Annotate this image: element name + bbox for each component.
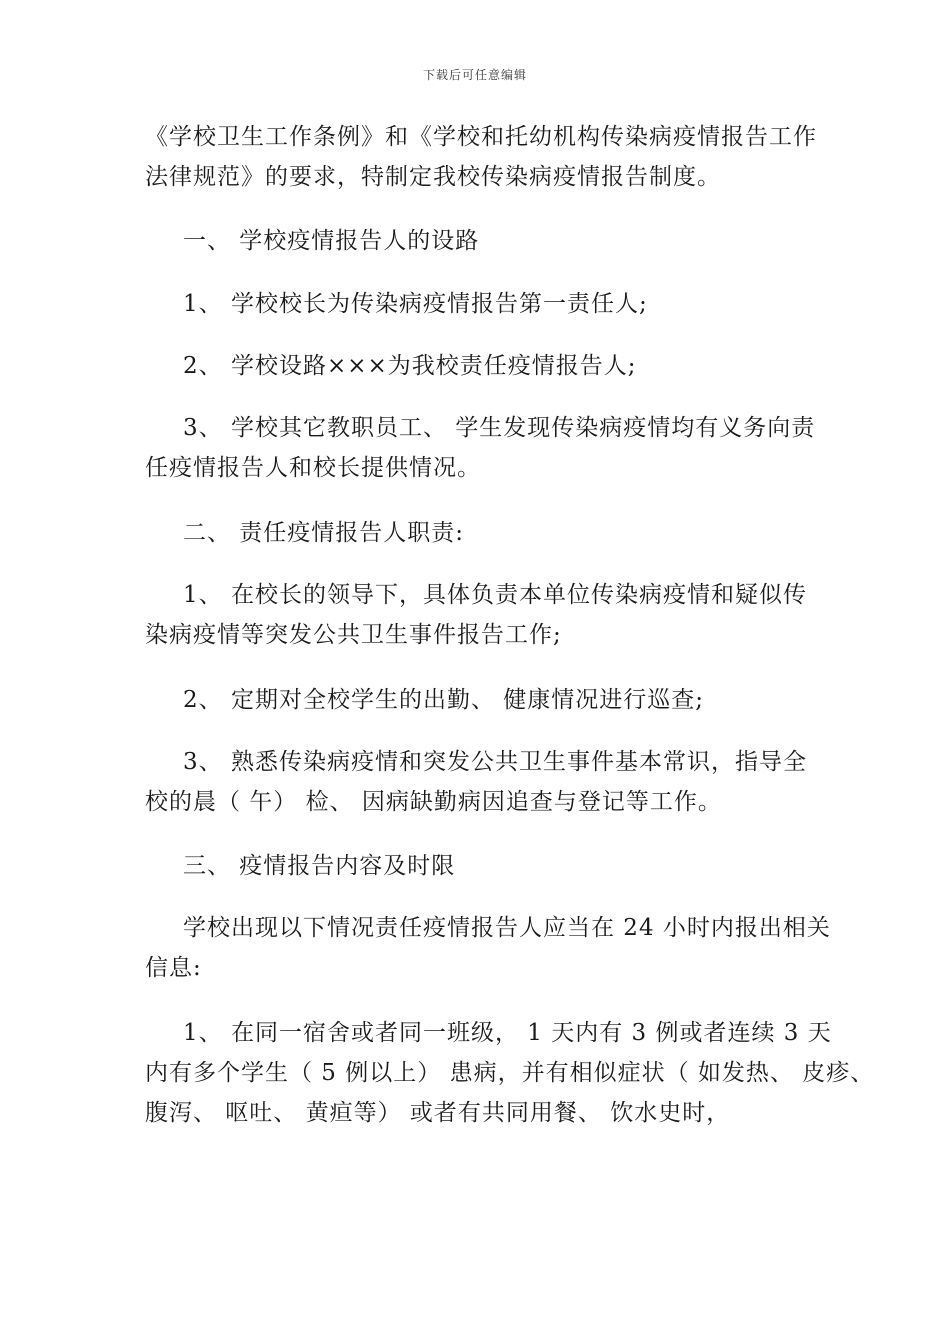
header-note: 下载后可任意编辑 [422,68,527,82]
text-line: 1、 在同一宿舍或者同一班级， 1 天内有 3 例或者连续 3 天 [183,1020,832,1046]
text-line: 2、 定期对全校学生的出勤、 健康情况进行巡查; [183,687,705,713]
text-line: 二、 责任疫情报告人职责: [183,520,465,546]
text-line: 染病疫情等突发公共卫生事件报告工作; [145,622,562,648]
section-heading-3 [145,846,825,886]
paragraph-intro [145,117,825,197]
list-item [145,680,825,720]
text-line: 《学校卫生工作条例》和《学校和托幼机构传染病疫情报告工作 [145,124,817,150]
text-line: 3、 熟悉传染病疫情和突发公共卫生事件基本常识，指导全 [183,749,807,775]
text-line: 腹泻、 呕吐、 黄疸等） 或者有共同用餐、 饮水史时， [145,1100,731,1126]
list-item [145,408,825,488]
text-line: 3、 学校其它教职员工、 学生发现传染病疫情均有义务向责 [183,415,816,441]
text-line: 2、 学校设路×××为我校责任疫情报告人; [183,353,637,379]
text-line: 内有多个学生（ 5 例以上） 患病，并有相似症状（ 如发热、 皮疹、 [145,1060,875,1086]
text-line: 法律规范》的要求，特制定我校传染病疫情报告制度。 [145,164,721,190]
text-line: 三、 疫情报告内容及时限 [183,853,456,879]
text-line: 任疫情报告人和校长提供情况。 [145,455,481,481]
section-heading-1 [145,221,825,261]
list-item [145,742,825,822]
text-line: 校的晨（ 午） 检、 因病缺勤病因追查与登记等工作。 [145,789,722,815]
section-heading-2 [145,513,825,553]
text-line: 学校出现以下情况责任疫情报告人应当在 24 小时内报出相关 [183,915,831,941]
text-line: 1、 在校长的领导下，具体负责本单位传染病疫情和疑似传 [183,582,807,608]
paragraph [145,908,831,988]
list-item [145,1013,875,1133]
text-line: 信息: [145,955,202,981]
text-line: 一、 学校疫情报告人的设路 [183,228,480,254]
list-item [145,575,825,655]
list-item [145,346,825,386]
text-line: 1、 学校校长为传染病疫情报告第一责任人; [183,291,648,317]
list-item [145,284,825,324]
